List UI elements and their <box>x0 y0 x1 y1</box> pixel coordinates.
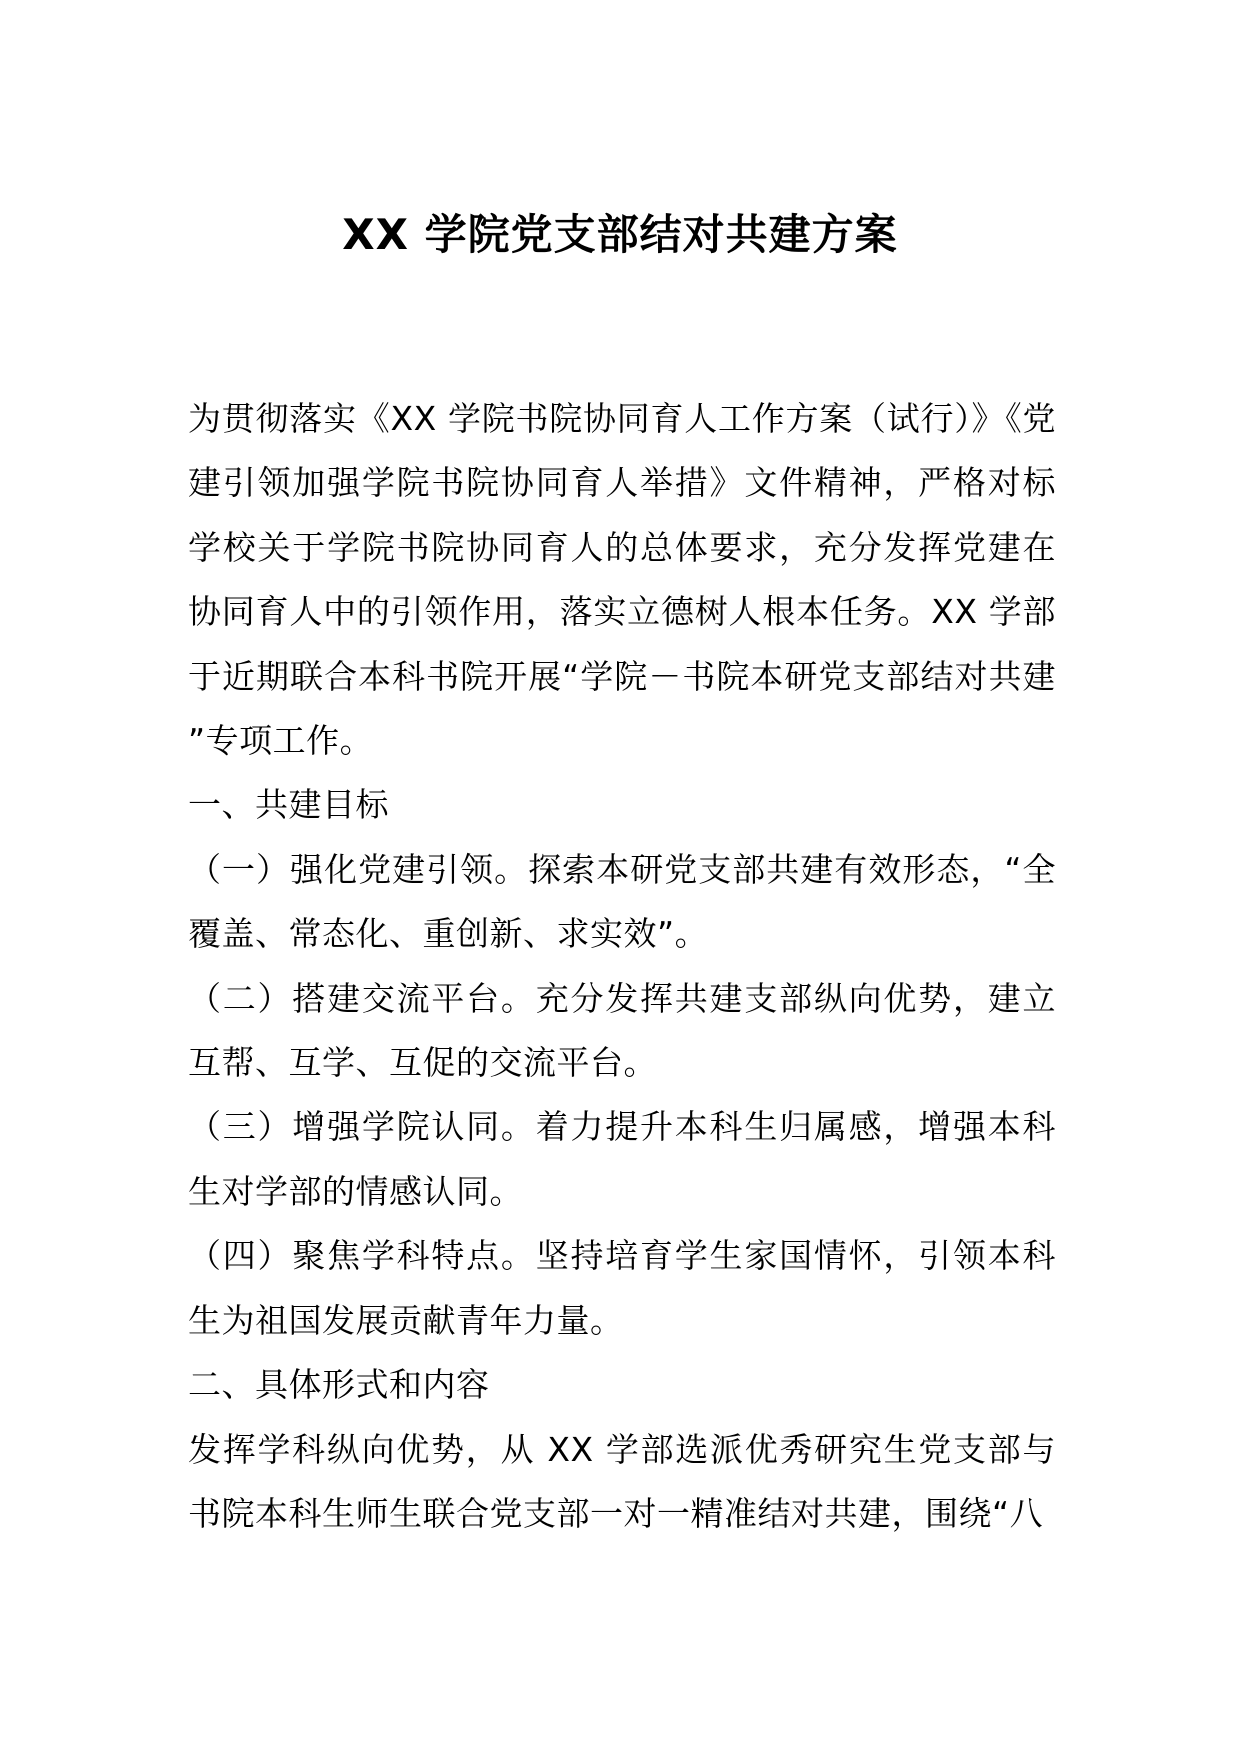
intro-paragraph: 为贯彻落实《XX 学院书院协同育人工作方案（试行）》《党建引领加强学院书院协同育人举措》文件精神，严格对标学校关于学院书院协同育人的总体要求，充分发挥党建在协同育人中的引领作用，落实立德树人根本任务。XX 学部于近期联合本科书院开展“学院－书院本研党支部结对共建”专项工作。 <box>188 399 1056 761</box>
goal-item-1: （一）强化党建引领。探索本研党支部共建有效形态，“全覆盖、常态化、重创新、求实效”。 <box>188 849 1056 954</box>
section-heading-content: 二、具体形式和内容 <box>188 1365 490 1405</box>
goal-item-4: （四）聚焦学科特点。坚持培育学生家国情怀，引领本科生为祖国发展贡献青年力量。 <box>188 1236 1056 1340</box>
document-title: XX 学院党支部结对共建方案 <box>342 210 898 259</box>
content-paragraph: 发挥学科纵向优势，从 XX 学部选派优秀研究生党支部与书院本科生师生联合党支部一对一精准结对共建，围绕“八 <box>188 1429 1056 1533</box>
goal-item-2: （二）搭建交流平台。充分发挥共建支部纵向优势，建立互帮、互学、互促的交流平台。 <box>188 978 1056 1083</box>
goal-item-3: （三）增强学院认同。着力提升本科生归属感，增强本科生对学部的情感认同。 <box>188 1107 1056 1211</box>
section-heading-goals: 一、共建目标 <box>188 785 389 825</box>
document-body <box>188 387 1056 1546</box>
